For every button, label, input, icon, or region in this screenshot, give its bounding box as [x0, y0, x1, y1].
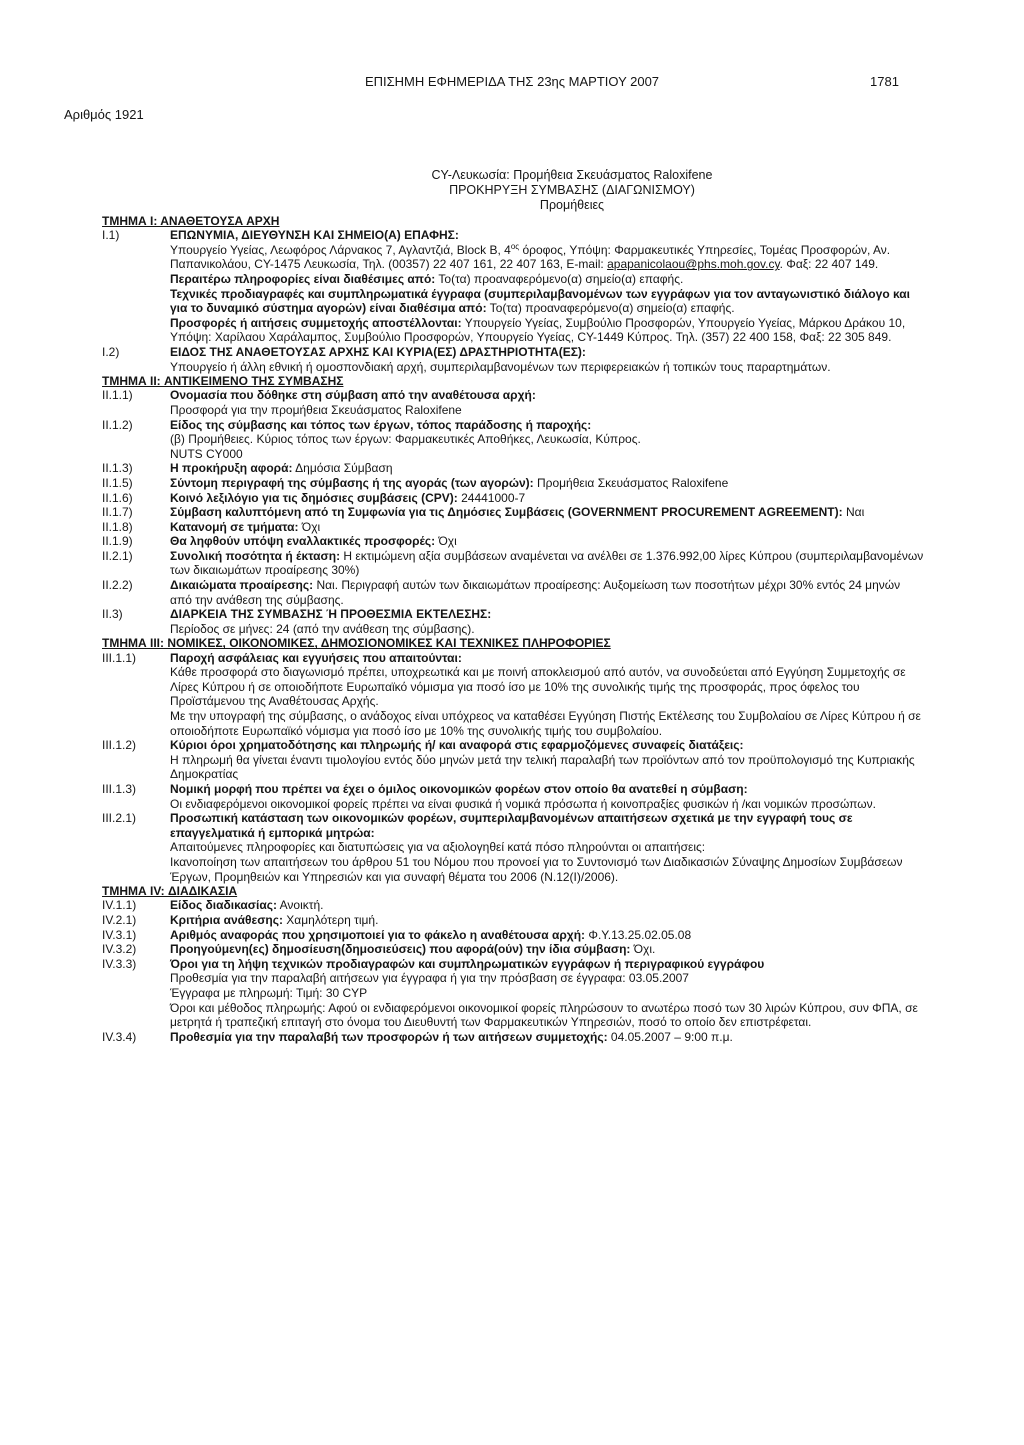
item-text: Όροι και μέθοδος πληρωμής: Αφού οι ενδιαφερόμενοι οικονομικοί φορείς πληρώσουν το ανωτέρω ποσό των 30 λιρών Κύπρου, συν ΦΠΑ, σε μετρητά ή τραπεζική επιταγή στο όνομα του Διευθυντή των Φαρμακευτικών Υπηρεσιών, ποσό το οποίο δεν επιστρέφεται.: [170, 1000, 918, 1030]
item-number: II.1.2): [102, 417, 133, 432]
item-number: IV.3.1): [102, 927, 137, 942]
item-heading: Προθεσμία για την παραλαβή των προσφορών ή των αιτήσεων συμμετοχής:: [170, 1029, 608, 1044]
specs-value: Το(τα) προαναφερόμενο(α) σημείο(α) επαφής.: [486, 301, 735, 316]
item-value: Προμήθεια Σκευάσματος Raloxifene: [533, 475, 729, 490]
item-ii-1-1: [102, 388, 924, 417]
item-text: Υπουργείο ή άλλη εθνική ή ομοσπονδιακή αρχή, συμπεριλαμβανομένων των περιφερειακών ή τοπικών τους παραρτημάτων.: [170, 359, 831, 374]
item-value: Δημόσια Σύμβαση: [292, 461, 393, 476]
item-iv-3-4: [102, 1029, 924, 1045]
item-ii-1-2: [102, 417, 924, 462]
item-heading: Κατανομή σε τμήματα:: [170, 519, 299, 534]
item-text: (β) Προμήθειες. Κύριος τόπος των έργων: Φαρμακευτικές Αποθήκες, Λευκωσία, Κύπρος.: [170, 432, 641, 447]
item-text: Απαιτούμενες πληροφορίες και διατυπώσεις για να αξιολογηθεί κατά πόσο πληρούνται οι απαιτήσεις:: [170, 840, 706, 855]
address-text: Υπουργείο Υγείας, Λεωφόρος Λάρνακος 7, Αγλαντζιά, Block B, 4: [170, 242, 511, 257]
item-heading: Κύριοι όροι χρηματοδότησης και πληρωμής ή/ και αναφορά στις εφαρμοζόμενες συναφείς διατάξεις:: [170, 738, 744, 753]
item-value: Ναι: [842, 505, 865, 520]
item-iv-3-2: [102, 942, 924, 957]
item-value: 04.05.2007 – 9:00 π.μ.: [607, 1029, 733, 1044]
item-iv-3-1: [102, 927, 924, 943]
item-number: I.1): [102, 228, 120, 243]
item-number: IV.3.2): [102, 942, 137, 957]
item-number: IV.1.1): [102, 898, 137, 913]
nuts-code: NUTS CY000: [170, 446, 243, 461]
item-heading: Σύντομη περιγραφή της σύμβασης ή της αγοράς (των αγορών):: [170, 475, 534, 490]
notice-title: CY-Λευκωσία: Προμήθεια Σκευάσματος Raloxifene: [431, 168, 713, 182]
item-number: III.1.3): [102, 781, 137, 796]
page-number: 1781: [870, 74, 899, 89]
notice-type: ΠΡΟΚΗΡΥΞΗ ΣΥΜΒΑΣΗΣ (ΔΙΑΓΩΝΙΣΜΟΥ): [449, 183, 695, 197]
item-ii-1-7: [102, 505, 924, 520]
item-iv-2-1: [102, 912, 924, 928]
item-ii-2-2: [102, 578, 924, 607]
item-heading: Η προκήρυξη αφορά:: [170, 461, 293, 476]
item-heading: ΔΙΑΡΚΕΙΑ ΤΗΣ ΣΥΜΒΑΣΗΣ Ή ΠΡΟΘΕΣΜΙΑ ΕΚΤΕΛΕΣΗΣ:: [170, 607, 492, 622]
item-ii-1-9: [102, 534, 924, 549]
item-heading: Προσωπική κατάσταση των οικονομικών φορέων, συμπεριλαμβανομένων απαιτήσεων σχετικά με την εγγραφή τους σε επαγγελματικά ή εμπορικά μητρώα:: [170, 811, 853, 840]
more-info-label: Περαιτέρω πληροφορίες είναι διαθέσιμες από:: [170, 271, 436, 286]
item-number: II.1.5): [102, 475, 133, 490]
floor-suffix: ος: [510, 241, 520, 251]
item-heading: Αριθμός αναφοράς που χρησιμοποιεί για το φάκελο η αναθέτουσα αρχή:: [170, 927, 586, 942]
item-heading: Κοινό λεξιλόγιο για τις δημόσιες συμβάσεις (CPV):: [170, 490, 458, 505]
item-iii-2-1: [102, 811, 924, 884]
item-value: Όχι.: [630, 942, 656, 957]
address-text-continued: όροφος, Υπόψη: Φαρμακευτικές Υπηρεσίες, Τομέας Προσφορών, Αν. Παπανικολάου, CY-1475 Λευκωσία, Τηλ. (00357) 22 407 161, 22 407 163, E-mail:: [170, 242, 891, 272]
item-ii-1-6: [102, 490, 924, 506]
specs-label: Τεχνικές προδιαγραφές και συμπληρωματικά έγγραφα (συμπεριλαμβανομένων των εγγράφων για τον ανταγωνιστικό διάλογο και για το δυναμικό σύστημα αγορών) είναι διαθέσιμα από:: [170, 286, 910, 316]
item-value: 24441000-7: [457, 490, 526, 505]
item-heading: Προηγούμενη(ες) δημοσίευση(δημοσιεύσεις) που αφορά(ούν) την ίδια σύμβαση:: [170, 942, 631, 957]
section-1-title: ΤΜΗΜΑ Ι: ΑΝΑΘΕΤΟΥΣΑ ΑΡΧΗ: [102, 214, 280, 228]
item-ii-2-1: [102, 548, 924, 578]
specs-paragraph: [170, 287, 924, 316]
item-number: II.1.8): [102, 519, 133, 534]
item-number: IV.3.4): [102, 1029, 137, 1044]
item-heading: ΕΠΩΝΥΜΙΑ, ΔΙΕΥΘΥΝΣΗ ΚΑΙ ΣΗΜΕΙΟ(Α) ΕΠΑΦΗΣ:: [170, 228, 459, 243]
item-iv-3-3: [102, 956, 924, 1030]
item-number: III.1.1): [102, 650, 137, 665]
item-iv-1-1: [102, 898, 924, 913]
item-number: IV.2.1): [102, 912, 137, 927]
item-heading: Δικαιώματα προαίρεσης:: [170, 578, 314, 593]
item-number: II.1.1): [102, 388, 133, 403]
item-text: Οι ενδιαφερόμενοι οικονομικοί φορείς πρέπει να είναι φυσικά ή νομικά πρόσωπα ή κοινοπραξίες φυσικών ή /και νομικών προσώπων.: [170, 796, 876, 811]
item-number: II.2.2): [102, 578, 133, 593]
notice-heading: [112, 168, 1024, 213]
item-number: I.2): [102, 344, 120, 359]
fax-text: . Φαξ: 22 407 149.: [779, 257, 879, 272]
item-heading: ΕΙΔΟΣ ΤΗΣ ΑΝΑΘΕΤΟΥΣΑΣ ΑΡΧΗΣ ΚΑΙ ΚΥΡΙΑ(ΕΣ) ΔΡΑΣΤΗΡΙΟΤΗΤΑ(ΕΣ):: [170, 344, 586, 359]
item-number: II.2.1): [102, 548, 133, 563]
item-number: II.1.6): [102, 490, 133, 505]
item-heading: Συνολική ποσότητα ή έκταση:: [170, 548, 341, 563]
notice-category: Προμήθειες: [539, 198, 605, 212]
submission-label: Προσφορές ή αιτήσεις συμμετοχής αποστέλλονται:: [170, 315, 462, 330]
item-number: II.1.9): [102, 534, 133, 549]
running-header: ΕΠΙΣΗΜΗ ΕΦΗΜΕΡΙΔΑ ΤΗΣ 23ης ΜΑΡΤΙΟΥ 2007: [364, 74, 660, 89]
item-text: Ικανοποίηση των απαιτήσεων του άρθρου 51 του Νόμου που προνοεί για το Συντονισμό των Διαδικασιών Σύναψης Δημοσίων Συμβάσεων Έργων, Προμηθειών και Υπηρεσιών και για συναφή θέματα του 2006 (N.12(I)/2006).: [170, 854, 903, 884]
item-value: Όχι: [435, 534, 457, 549]
item-number: III.1.2): [102, 738, 137, 753]
notice-body: [102, 214, 924, 1044]
item-heading: Παροχή ασφάλειας και εγγυήσεις που απαιτούνται:: [170, 650, 462, 665]
item-ii-3: [102, 607, 924, 636]
item-heading: Όροι για τη λήψη τεχνικών προδιαγραφών και συμπληρωματικών εγγράφων ή περιγραφικού εγγράφου: [170, 956, 765, 971]
item-ii-1-3: [102, 461, 924, 476]
item-number: IV.3.3): [102, 956, 137, 971]
item-heading: Είδος διαδικασίας:: [170, 898, 277, 913]
email-link[interactable]: apapanicolaou@phs.moh.gov.cy: [607, 257, 780, 272]
item-ii-1-8: [102, 519, 924, 535]
item-value: Χαμηλότερη τιμή.: [282, 912, 379, 927]
item-i-2: [102, 344, 924, 374]
item-heading: Σύμβαση καλυπτόμενη από τη Συμφωνία για τις Δημόσιες Συμβάσεις (GOVERNMENT PROCUREMENT AGREEMENT):: [170, 505, 843, 520]
item-text: Έγγραφα με πληρωμή: Τιμή: 30 CYP: [170, 985, 368, 1000]
item-heading: Νομική μορφή που πρέπει να έχει ο όμιλος οικονομικών φορέων στον οποίο θα ανατεθεί η σύμβαση:: [170, 781, 748, 796]
item-number: II.3): [102, 607, 123, 622]
more-info-value: Το(τα) προαναφερόμενο(α) σημείο(α) επαφής.: [435, 271, 684, 286]
item-text: Η πληρωμή θα γίνεται έναντι τιμολογίου εντός δύο μηνών μετά την τελική παραλαβή των προϊόντων από τον προϋπολογισμό της Κυπριακής Δημοκρατίας: [170, 752, 915, 782]
item-value: Ναι. Περιγραφή αυτών των δικαιωμάτων προαίρεσης: Αυξομείωση των ποσοτήτων μέχρι 30% εντός 24 μηνών από την ανάθεση της σύμβασης.: [170, 578, 901, 607]
item-number: II.1.7): [102, 505, 133, 520]
item-value: Ανοικτή.: [276, 898, 324, 913]
more-info-paragraph: [170, 272, 924, 287]
submission-paragraph: [170, 316, 924, 345]
contact-address: [170, 243, 924, 272]
item-value: Η εκτιμώμενη αξία συμβάσεων αναμένεται να ανέλθει σε 1.376.992,00 λίρες Κύπρου (συμπεριλαμβανομένων των δικαιωμάτων προαίρεσης 30%): [170, 548, 924, 578]
item-text: Προθεσμία για την παραλαβή αιτήσεων για έγγραφα ή για την πρόσβαση σε έγγραφα: 03.05.2007: [170, 971, 689, 986]
item-text: Με την υπογραφή της σύμβασης, ο ανάδοχος είναι υπόχρεος να καταθέσει Εγγύηση Πιστής Εκτέλεσης του Συμβολαίου σε Λίρες Κύπρου ή σε οποιοδήποτε Ευρωπαϊκό νόμισμα για ποσό ίσο με 10% της συνολικής τιμής του συμβολαίου.: [170, 709, 921, 738]
item-iii-1-1: [102, 650, 924, 739]
item-value: Φ.Υ.13.25.02.05.08: [585, 927, 692, 942]
item-text: Κάθε προσφορά στο διαγωνισμό πρέπει, υποχρεωτικά και με ποινή αποκλεισμού από αυτόν, να συνοδεύεται από Εγγύηση Συμμετοχής σε Λίρες Κύπρου ή σε οποιοδήποτε Ευρωπαϊκό νόμισμα για ποσό ίσο με 10% της συνολικής τιμής της προσφοράς, προς όφελος του Προϊστάμενου της Αναθέτουσας Αρχής.: [170, 665, 906, 709]
section-4-title: ΤΜΗΜΑ IV: ΔΙΑΔΙΚΑΣΙΑ: [102, 884, 238, 899]
item-iii-1-2: [102, 738, 924, 782]
item-iii-1-3: [102, 781, 924, 811]
issue-number: Αριθμός 1921: [64, 107, 144, 122]
item-heading: Είδος της σύμβασης και τόπος των έργων, τόπος παράδοσης ή παροχής:: [170, 417, 592, 432]
submission-value: Υπουργείο Υγείας, Συμβούλιο Προσφορών, Υπουργείο Υγείας, Μάρκου Δράκου 10, Υπόψη: Χαρίλαου Χαράλαμπος, Συμβούλιο Προσφορών, Υπουργείο Υγείας, CY-1449 Κύπρος. Τηλ. (357) 22 400 158, Φαξ: 22 305 849.: [170, 315, 906, 345]
item-heading: Ονομασία που δόθηκε στη σύμβαση από την αναθέτουσα αρχή:: [170, 388, 536, 403]
item-text: Προσφορά για την προμήθεια Σκευάσματος Raloxifene: [170, 402, 462, 417]
item-ii-1-5: [102, 475, 924, 491]
item-heading: Κριτήρια ανάθεσης:: [170, 912, 283, 927]
item-number: III.2.1): [102, 811, 137, 826]
item-number: II.1.3): [102, 461, 133, 476]
section-2-title: ΤΜΗΜΑ II: ΑΝΤΙΚΕΙΜΕΝΟ ΤΗΣ ΣΥΜΒΑΣΗΣ: [102, 374, 344, 389]
item-text: Περίοδος σε μήνες: 24 (από την ανάθεση της σύμβασης).: [170, 621, 475, 636]
section-3-title: ΤΜΗΜΑ III: ΝΟΜΙΚΕΣ, ΟΙΚΟΝΟΜΙΚΕΣ, ΔΗΜΟΣΙΟΝΟΜΙΚΕΣ ΚΑΙ ΤΕΧΝΙΚΕΣ ΠΛΗΡΟΦΟΡΙΕΣ: [102, 636, 611, 651]
item-heading: Θα ληφθούν υπόψη εναλλακτικές προσφορές:: [170, 534, 436, 549]
item-value: Όχι: [298, 519, 321, 534]
item-i-1-1: [102, 228, 924, 345]
